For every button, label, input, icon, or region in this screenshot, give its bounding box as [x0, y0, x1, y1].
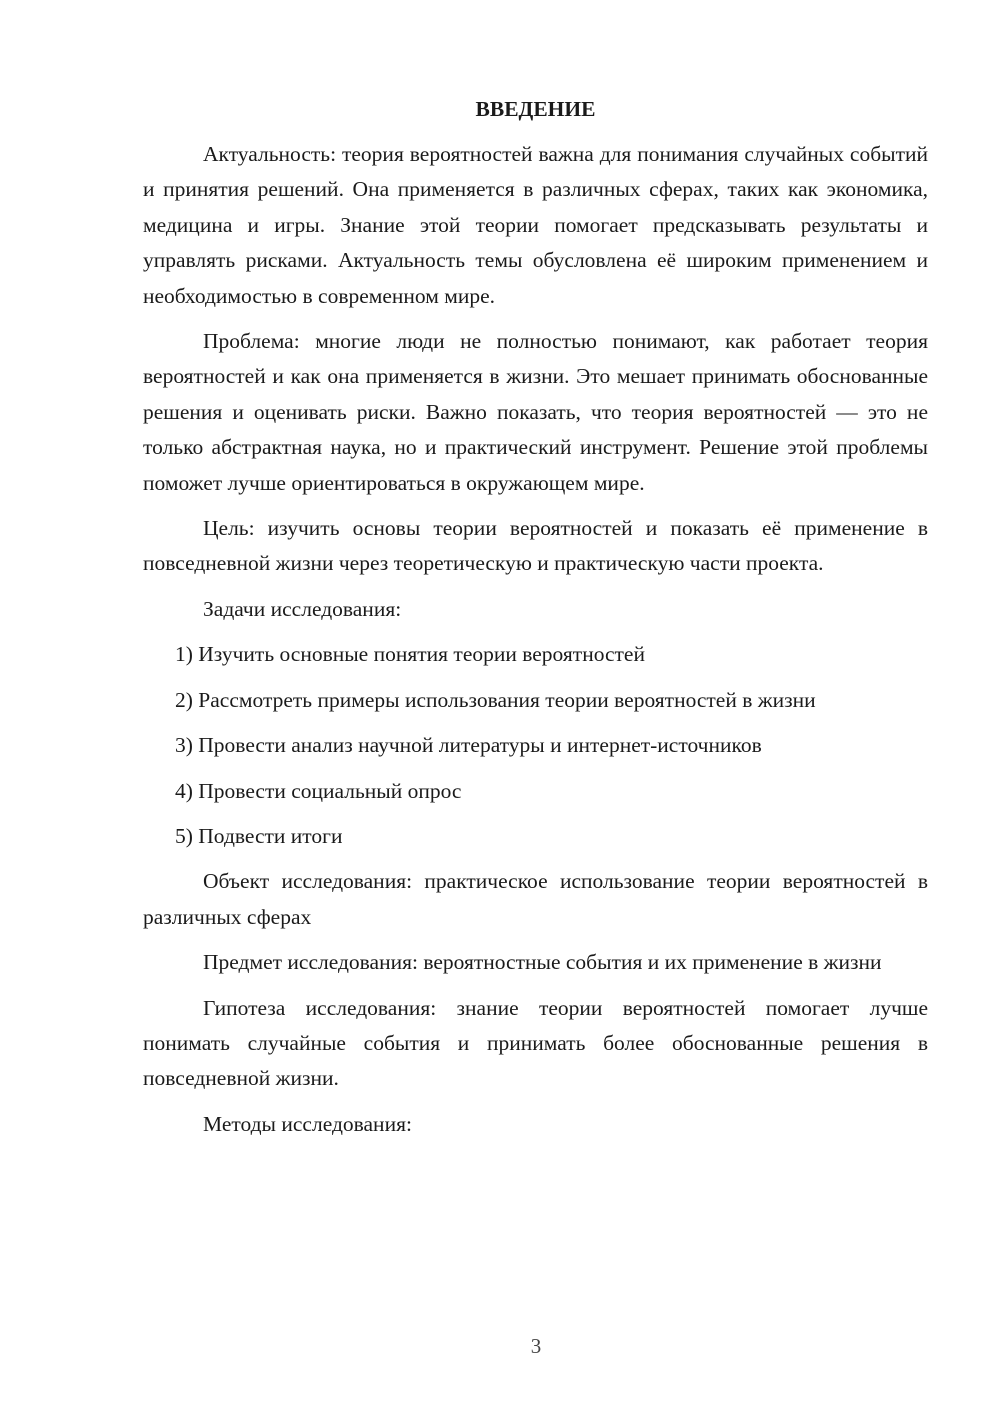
list-item: 5) Подвести итоги: [175, 823, 343, 848]
tasks-list: [143, 637, 928, 854]
object-paragraph: Объект исследования: практическое использование теории вероятностей в различных сферах: [143, 869, 928, 929]
tasks-heading: Задачи исследования:: [203, 596, 402, 621]
list-item: 4) Провести социальный опрос: [175, 778, 462, 803]
hypothesis-paragraph: Гипотеза исследования: знание теории вероятностей помогает лучше понимать случайные события и принимать более обоснованные решения в повседневной жизни.: [143, 995, 928, 1091]
methods-heading: Методы исследования:: [203, 1111, 412, 1136]
relevance-paragraph: Актуальность: теория вероятностей важна для понимания случайных событий и принятия решений. Она применяется в различных сферах, таких как экономика, медицина и игры. Знание этой теории помогает предсказывать результаты и управлять рисками. Актуальность темы обусловлена её широким применением и необходимостью в современном мире.: [143, 142, 928, 308]
document-page: [143, 92, 928, 1152]
list-item: 3) Провести анализ научной литературы и интернет-источников: [175, 733, 762, 758]
problem-paragraph: Проблема: многие люди не полностью понимают, как работает теория вероятностей и как она применяется в жизни. Это мешает принимать обоснованные решения и оценивать риски. Важно показать, что теория вероятностей — это не только абстрактная наука, но и практический инструмент. Решение этой проблемы поможет лучше ориентироваться в окружающем мире.: [143, 329, 928, 495]
page-number: 3: [530, 1334, 542, 1358]
subject-paragraph: Предмет исследования: вероятностные события и их применение в жизни: [203, 950, 882, 975]
list-item: 2) Рассмотреть примеры использования теории вероятностей в жизни: [175, 687, 816, 712]
list-item: 1) Изучить основные понятия теории вероятностей: [175, 642, 645, 667]
page-title: ВВЕДЕНИЕ: [475, 97, 596, 121]
goal-paragraph: Цель: изучить основы теории вероятностей и показать её применение в повседневной жизни через теоретическую и практическую части проекта.: [143, 516, 928, 576]
